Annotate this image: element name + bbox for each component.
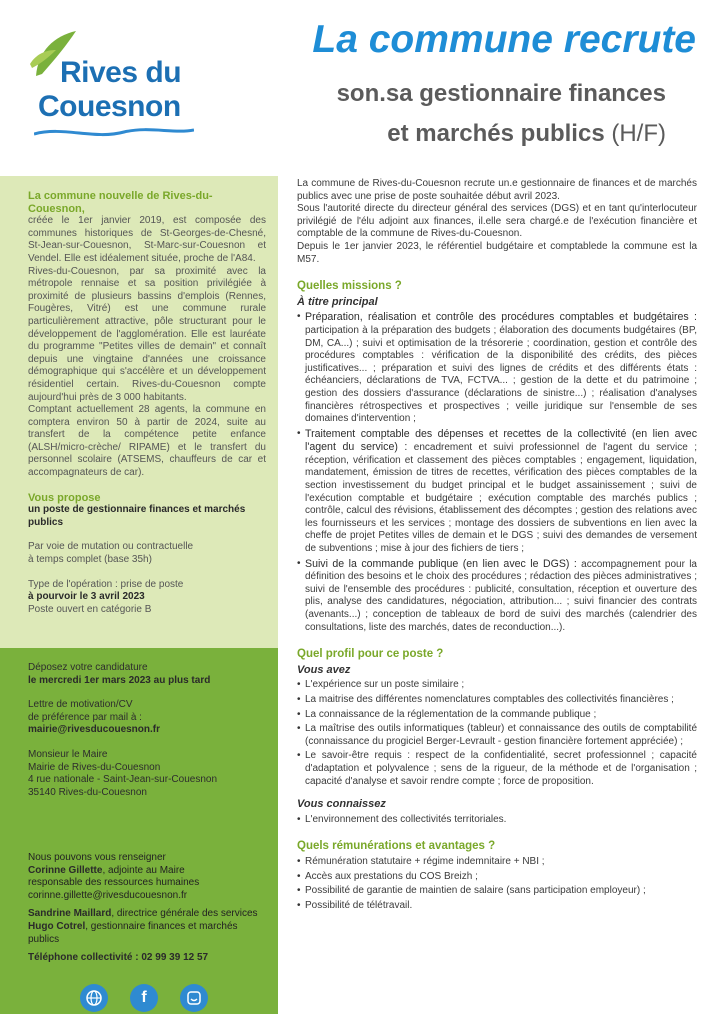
contact-corinne bbox=[28, 865, 270, 878]
mutation-line-2: à temps complet (base 35h) bbox=[28, 554, 152, 566]
commune-heading: La commune nouvelle de Rives-du-Couesnon, bbox=[28, 190, 213, 215]
missions-list bbox=[297, 311, 697, 634]
river-wave-icon bbox=[34, 126, 194, 140]
profil-title: Quel profil pour ce poste ? bbox=[297, 648, 444, 661]
address-line-3: 4 rue nationale - Saint-Jean-sur-Couesnon bbox=[28, 774, 217, 786]
phone-line: Téléphone collectivité : 02 99 39 12 57 bbox=[28, 952, 209, 964]
remuneration-list bbox=[297, 856, 697, 912]
profil-list bbox=[297, 679, 697, 788]
contact-hugo-role: , gestionnaire finances et marchés publics bbox=[28, 920, 238, 945]
social-links bbox=[80, 984, 208, 1012]
contact-sandrine bbox=[28, 908, 270, 921]
operation-line-3: Poste ouvert en catégorie B bbox=[28, 603, 152, 615]
list-item: • Accès aux prestations du COS Breizh ; bbox=[297, 871, 697, 884]
left-column bbox=[0, 176, 278, 1024]
list-item: • Le savoir-être requis : respect de la confidentialité, secret professionnel ; capacité d'adaptation et polyvalence ; sens de la rigueur, de la méthode et de l'organisation ; capacité d'analyse et savoir rendre compte ; force de proposition. bbox=[297, 750, 697, 788]
contact-intro: Nous pouvons vous renseigner bbox=[28, 852, 166, 863]
commune-paragraph-1: créée le 1er janvier 2019, est composée des communes historiques de St-Georges-de-Chesné, St-Jean-sur-Couesnon, St-Marc-sur-Couesnon et Vendel. Elle est idéalement située, proche de l'A84. bbox=[28, 215, 266, 264]
intro-paragraph-1: La commune de Rives-du-Couesnon recrute un.e gestionnaire de finances et de marchés publics avec une prise de poste souhaitée début avril 2023. bbox=[297, 178, 697, 202]
profil-subtitle: Vous avez bbox=[297, 663, 351, 676]
page-header bbox=[0, 0, 724, 168]
mission-lead: Suivi de la commande publique (en lien avec le DGS) : bbox=[305, 557, 577, 570]
contact-corinne-role-2: responsable des ressources humaines bbox=[28, 877, 200, 889]
list-item bbox=[297, 311, 697, 425]
depose-line-1: Déposez votre candidature bbox=[28, 662, 148, 673]
contact-sandrine-name: Sandrine Maillard bbox=[28, 908, 112, 920]
list-item: • Possibilité de télétravail. bbox=[297, 900, 697, 913]
list-item: • L'expérience sur un poste similaire ; bbox=[297, 679, 697, 692]
connaissez-subtitle: Vous connaissez bbox=[297, 798, 386, 811]
propose-line: un poste de gestionnaire finances et marchés publics bbox=[28, 504, 246, 528]
intro-paragraph-3: Depuis le 1er janvier 2023, le référentiel budgétaire et comptablede la commune est la M57. bbox=[297, 240, 697, 265]
contact-hugo-name: Hugo Cotrel bbox=[28, 920, 86, 932]
intro-paragraph-2: Sous l'autorité directe du directeur général des services (DGS) et en tant qu'interlocuteur privilégié de l'élu adjoint aux finances, il.elle sera chargé.e de l'exécution financière et comptable de la commune de Rives-du-Couesnon. bbox=[297, 203, 697, 240]
list-item bbox=[297, 558, 697, 635]
contact-corinne-name: Corinne Gillette bbox=[28, 864, 103, 876]
right-column bbox=[297, 178, 697, 914]
contact-hugo bbox=[28, 921, 270, 946]
list-item: • Possibilité de garantie de maintien de salaire (sans participation employeur) ; bbox=[297, 885, 697, 898]
connaissez-list bbox=[297, 814, 697, 827]
mission-lead: Préparation, réalisation et contrôle des procédures comptables et budgétaires : bbox=[305, 311, 697, 324]
mutation-line-1: Par voie de mutation ou contractuelle bbox=[28, 541, 194, 553]
logo-line1: Rives du bbox=[60, 56, 182, 89]
commune-logo bbox=[26, 26, 196, 136]
list-item: • Rémunération statutaire + régime indemnitaire + NBI ; bbox=[297, 856, 697, 869]
app-icon[interactable] bbox=[180, 984, 208, 1012]
subtitle-2-gender: (H/F) bbox=[611, 120, 666, 147]
list-item: • La connaissance de la réglementation de la commande publique ; bbox=[297, 709, 697, 722]
contact-sandrine-role: , directrice générale des services bbox=[111, 908, 258, 920]
page-subtitle-2 bbox=[387, 120, 666, 148]
commune-paragraph-2: Rives-du-Couesnon, par sa proximité avec la métropole rennaise et sa position privilégiée à proximité de plusieurs bassins d'emplois (Rennes, Fougères, Vitré) est une commune rurale particulièrement attractive, pôle structurant pour le développement de l'agglomération. Elle est lauréate du programme "Petites villes de demain" et connaît depuis une vingtaine d'années une croissance démographique qui s'accélère et un développement résidentiel certain. Rives-du-Couesnon compte aujourd'hui près de 3 000 habitants. bbox=[28, 265, 266, 403]
missions-subtitle: À titre principal bbox=[297, 295, 378, 308]
lettre-line-2: de préférence par mail à : bbox=[28, 711, 142, 723]
address-line-2: Mairie de Rives-du-Couesnon bbox=[28, 761, 161, 773]
list-item: • La maîtrise des outils informatiques (tableur) et connaissance des outils de comptabilité (connaissance du progiciel Berger-Levrault - gestion financière fortement appréciée) ; bbox=[297, 723, 697, 748]
operation-line-1: Type de l'opération : prise de poste bbox=[28, 578, 184, 590]
logo-line2: Couesnon bbox=[38, 90, 181, 123]
propose-heading: Vous propose bbox=[28, 491, 101, 504]
contact-panel bbox=[0, 852, 278, 965]
remuneration-title: Quels rémunérations et avantages ? bbox=[297, 840, 496, 853]
depose-line-2: le mercredi 1er mars 2023 au plus tard bbox=[28, 674, 211, 686]
globe-icon[interactable] bbox=[80, 984, 108, 1012]
contact-corinne-email-link[interactable]: corinne.gillette@rivesducouesnon.fr bbox=[28, 889, 188, 901]
commune-paragraph-3: Comptant actuellement 28 agents, la commune en comptera environ 50 à partir de 2024, suite au transfert de la compétence petite enfance (ALSH/micro-crèche/ RIPAME) et le transfert du personnel scolaire (ATSEMS, chauffeurs de car et accompagnateurs de car). bbox=[28, 404, 266, 479]
mission-text: accompagnement pour la définition des besoins et le choix des procédures ; rédaction des pièces administratives ; suivi de l'ensemble des procédures : publicité, consultation, réception et ouverture des plis, analyse des candidatures, négociation, attribution... ; suivi financier des contrats (avenants...) ; conception de tableaux de bord de suivi des marchés (calendrier des consultations, liste des marchés, dates de reconduction...). bbox=[305, 558, 697, 633]
operation-line-2: à pourvoir le 3 avril 2023 bbox=[28, 591, 145, 603]
lettre-line-1: Lettre de motivation/CV bbox=[28, 699, 133, 711]
subtitle-2-text: et marchés publics bbox=[387, 120, 605, 147]
page-subtitle-1: son.sa gestionnaire finances bbox=[336, 80, 666, 107]
contact-corinne-role: , adjointe au Maire bbox=[102, 864, 185, 876]
facebook-icon[interactable]: f bbox=[130, 984, 158, 1012]
list-item: • La maitrise des différentes nomenclatures comptables des collectivités financières ; bbox=[297, 694, 697, 707]
application-email-link[interactable]: mairie@rivesducouesnon.fr bbox=[28, 724, 161, 736]
commune-presentation-panel bbox=[0, 176, 278, 648]
mission-text: encadrement et suivi professionnel de l'agent du service ; réception, vérification et classement des pièces comptables ; engagement, liquidation, mandatement, émission de titres de recettes, vérification des pièces comptables de la section investissement du budget principal et le budget assainissement ; suivi de l'exécution comptable et budgétaire ; exécution comptable des marchés publics ; contrôle, calcul des révisions, établissement des décomptes ; gestion des relations avec les fournisseurs et les services ; montage des dossiers de subventions en lien avec la cheffe de projet Petites villes de demain et le DGS ; suivi des demandes de versement de subventions ; mise à jour des fichiers de tiers ; bbox=[305, 442, 698, 555]
list-item bbox=[297, 428, 697, 556]
address-line-1: Monsieur le Maire bbox=[28, 748, 108, 760]
list-item: • L'environnement des collectivités territoriales. bbox=[297, 814, 697, 827]
page-title: La commune recrute bbox=[312, 18, 696, 61]
missions-title: Quelles missions ? bbox=[297, 280, 402, 293]
mission-lead: Traitement comptable des dépenses et recettes de la collectivité (en lien avec l'agent du service) : bbox=[305, 427, 697, 454]
mission-text: participation à la préparation des budgets ; élaboration des documents budgétaires (BP, DM, CA...) ; suivi et optimisation de la trésorerie ; coordination, gestion et contrôle des procédures comptables : vérification de la disponibilité des crédits, des pièces justificatives... ; préparation et suivi des lignes de crédits et des différents états : échéanciers, déclarations de TVA, FCTVA... ; gestion de la dette et du patrimoine ; gestion des dossiers d'assurance (déclarations de sinistre...) ; réalisation d'analyses financières rétrospectives et prospectives ; veille juridique sur l'ensemble de ses domaines d'intervention ; bbox=[305, 324, 697, 425]
address-line-4: 35140 Rives-du-Couesnon bbox=[28, 786, 147, 798]
